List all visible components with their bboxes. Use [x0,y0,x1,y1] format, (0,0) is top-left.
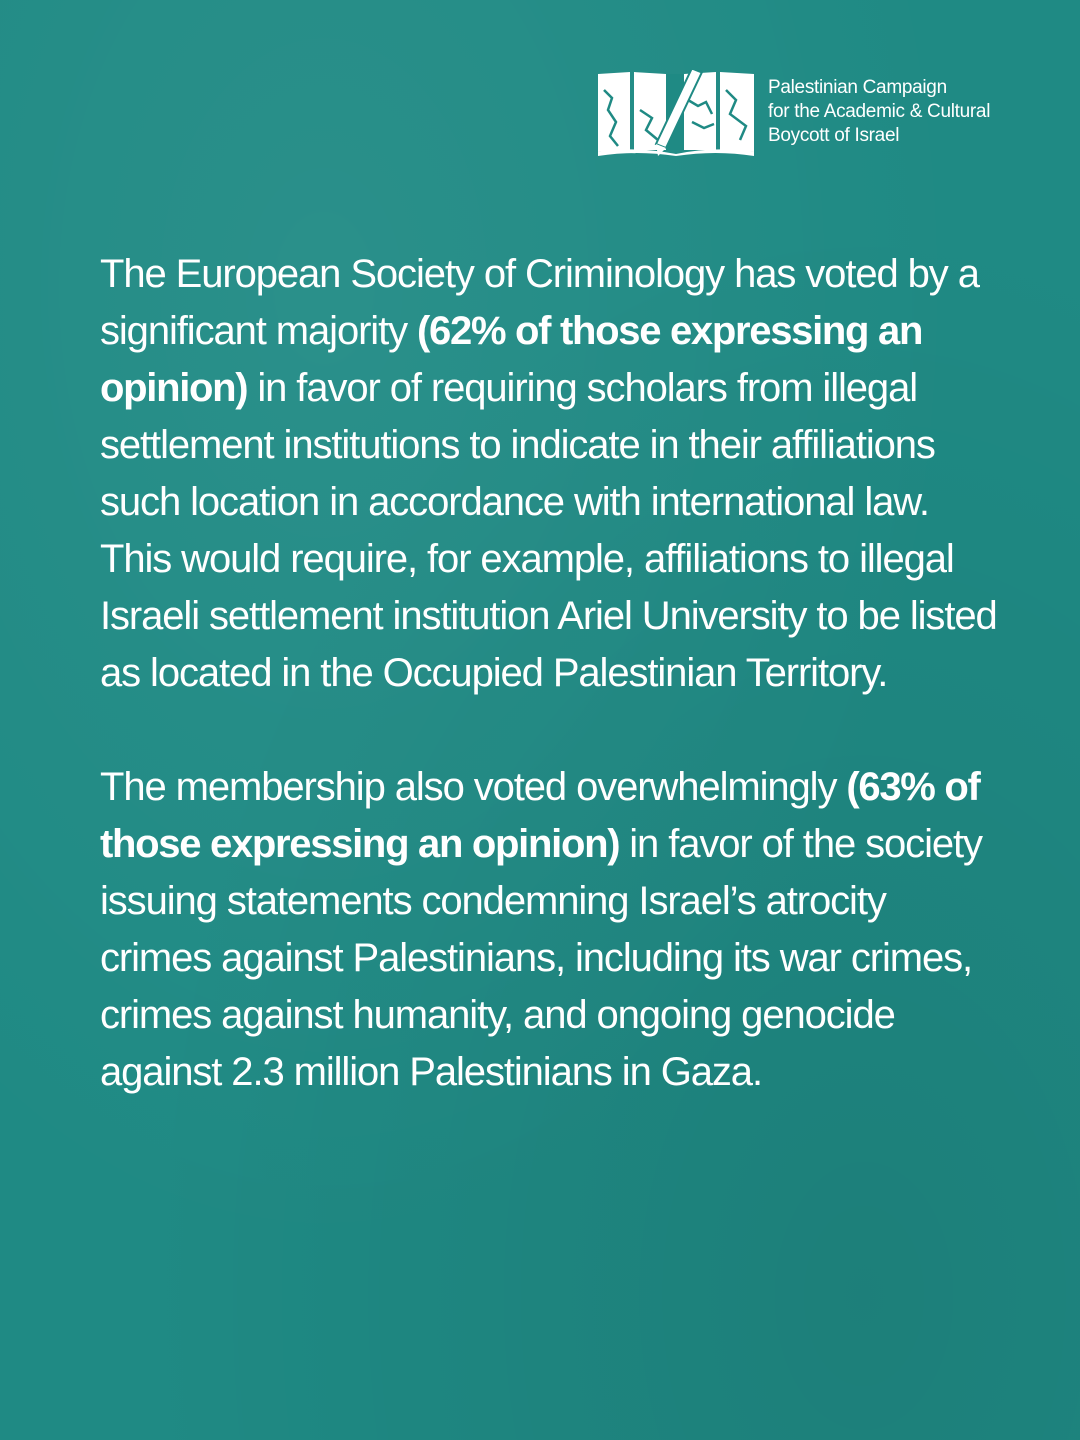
paragraph-2-text-b: in favor of the society issuing statements condemning Israel’s atrocity crimes against Palestinians, including its war crimes, crimes against humanity, and ongoing genocide against 2.3 million Palestinians in Gaza. [100,822,982,1094]
paragraph-1 [100,246,1000,702]
paragraph-1-bold: (62% of those expressing an opinion) [100,309,923,410]
paragraph-2-bold: (63% of those expressing an opinion) [100,765,980,866]
paragraph-2-text-a: The membership also voted overwhelmingly [100,765,847,809]
paragraph-2 [100,759,1000,1101]
logo-text [768,76,990,148]
pacbi-logo [596,70,1016,156]
logo-line-1: Palestinian Campaign [768,77,947,98]
logo-line-3: Boycott of Israel [768,125,900,146]
book-pen-map-logo-icon [596,70,756,156]
statement-body [100,246,1000,1158]
logo-line-2: for the Academic & Cultural [768,101,991,122]
paragraph-1-text-a: The European Society of Criminology has voted by a significant majority [100,252,979,353]
paragraph-1-text-b: in favor of requiring scholars from illegal settlement institutions to indicate in their affiliations such location in accordance with international law. This would require, for example, affiliations to illegal Israeli settlement institution Ariel University to be listed as located in the Occupied Palestinian Territory. [100,366,997,695]
